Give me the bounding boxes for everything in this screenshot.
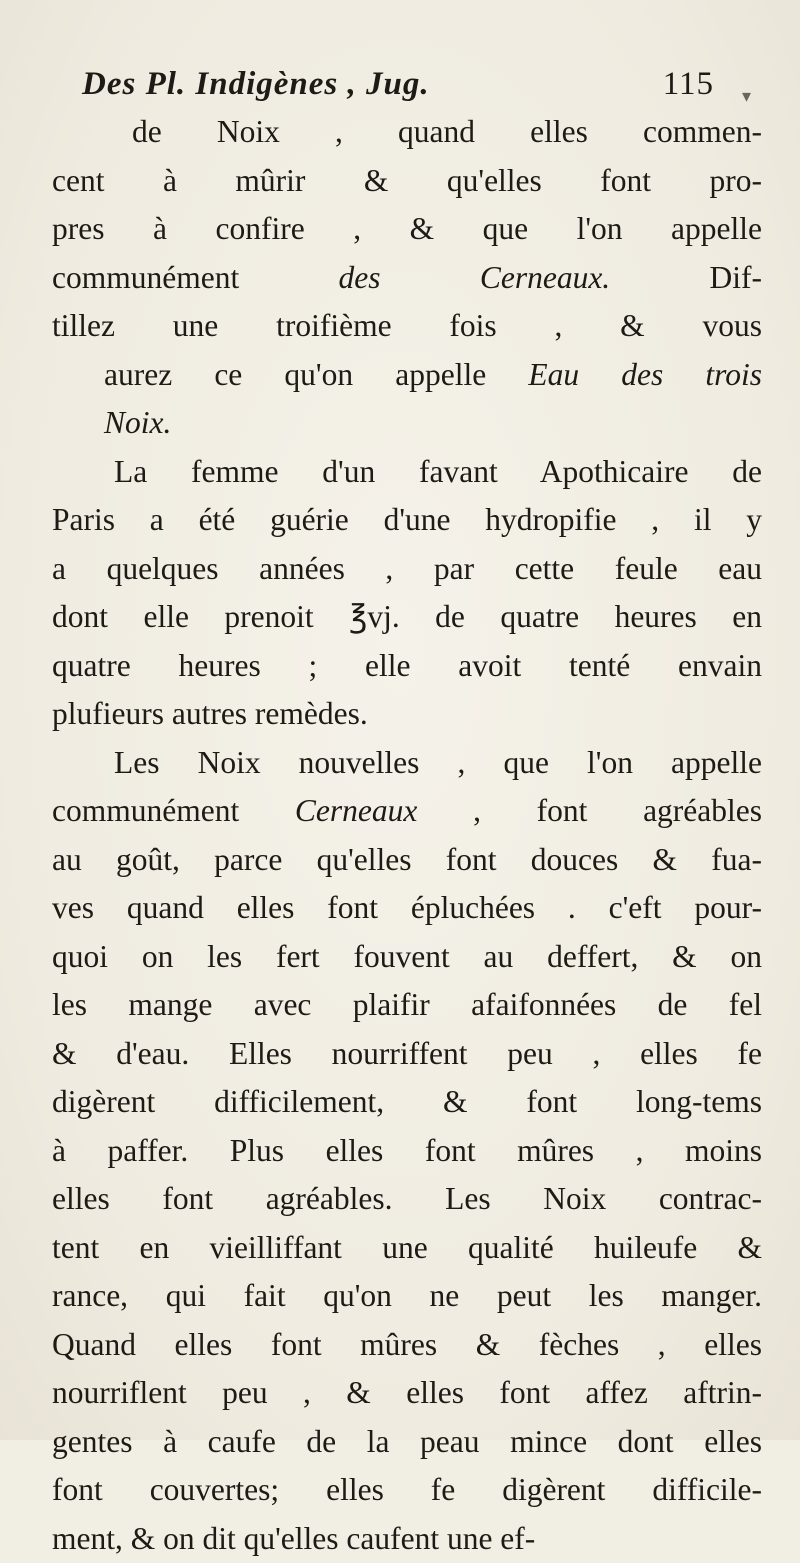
text-line <box>52 157 762 206</box>
text-line <box>52 254 762 303</box>
text-segment: La femme d'un favant Apothicaire de <box>114 454 762 489</box>
text-line <box>52 787 762 836</box>
text-line <box>52 933 762 982</box>
text-line <box>52 690 762 739</box>
text-segment: rance, qui fait qu'on ne peut les manger. <box>52 1278 762 1313</box>
text-line <box>52 1078 762 1127</box>
text-line <box>52 496 762 545</box>
text-line <box>52 1321 762 1370</box>
text-segment: ves quand elles font épluchées . c'eft pour- <box>52 890 762 925</box>
text-segment: tent en vieilliffant une qualité huileufe & <box>52 1230 762 1265</box>
text-line <box>52 1030 762 1079</box>
text-segment: quoi on les fert fouvent au deffert, & on <box>52 939 762 974</box>
text-line <box>52 108 762 157</box>
text-line <box>52 1466 762 1515</box>
text-segment: les mange avec plaifir afaifonnées de fel <box>52 987 762 1022</box>
text-line <box>52 1175 762 1224</box>
text-line <box>52 399 762 448</box>
text-line <box>52 302 762 351</box>
running-title: Des Pl. Indigènes , Jug. <box>82 66 430 102</box>
italic-text: des Cerneaux. <box>339 260 611 295</box>
text-line <box>52 1418 762 1467</box>
text-segment: gentes à caufe de la peau mince dont elles <box>52 1424 762 1459</box>
text-segment: communément <box>52 793 295 828</box>
text-line <box>52 593 762 642</box>
text-line <box>52 884 762 933</box>
running-header <box>82 66 722 110</box>
text-line <box>52 642 762 691</box>
text-segment: quatre heures ; elle avoit tenté envain <box>52 648 762 683</box>
text-line <box>52 1127 762 1176</box>
text-line <box>52 448 762 497</box>
text-segment: Paris a été guérie d'une hydropifie , il y <box>52 502 762 537</box>
text-segment: de Noix , quand elles commen- <box>132 114 762 149</box>
text-line <box>52 351 762 400</box>
text-segment: a quelques années , par cette feule eau <box>52 551 762 586</box>
text-segment: dont elle prenoit ℥vj. de quatre heures en <box>52 599 762 634</box>
text-segment: au goût, parce qu'elles font douces & fua- <box>52 842 762 877</box>
text-line <box>52 1224 762 1273</box>
text-segment: , font agréables <box>417 793 762 828</box>
italic-text: Eau des trois <box>528 357 762 392</box>
text-segment: elles font agréables. Les Noix contrac- <box>52 1181 762 1216</box>
text-segment: plufieurs autres remèdes. <box>52 696 368 731</box>
text-segment: Les Noix nouvelles , que l'on appelle <box>114 745 762 780</box>
text-line <box>52 1515 762 1563</box>
text-segment: pres à confire , & que l'on appelle <box>52 211 762 246</box>
text-line <box>52 545 762 594</box>
text-line <box>52 981 762 1030</box>
text-segment: tillez une troifième fois , & vous <box>52 308 762 343</box>
body-text <box>52 108 762 1563</box>
text-line <box>52 739 762 788</box>
ink-speck: ▾ <box>742 86 751 107</box>
text-line <box>52 205 762 254</box>
italic-text: Noix. <box>104 405 171 440</box>
text-segment: aurez ce qu'on appelle <box>104 357 528 392</box>
text-segment: à paffer. Plus elles font mûres , moins <box>52 1133 762 1168</box>
text-segment: Quand elles font mûres & fèches , elles <box>52 1327 762 1362</box>
text-line <box>52 1369 762 1418</box>
text-segment: & d'eau. Elles nourriffent peu , elles fe <box>52 1036 762 1071</box>
text-segment: digèrent difficilement, & font long-tems <box>52 1084 762 1119</box>
text-segment: Dif- <box>610 260 762 295</box>
page-number: 115 <box>663 66 714 103</box>
text-segment: communément <box>52 260 339 295</box>
text-line <box>52 836 762 885</box>
text-segment: ment, & on dit qu'elles caufent une ef- <box>52 1521 535 1556</box>
text-segment: cent à mûrir & qu'elles font pro- <box>52 163 762 198</box>
text-segment: font couvertes; elles fe digèrent difficile- <box>52 1472 762 1507</box>
text-line <box>52 1272 762 1321</box>
text-segment: nourriflent peu , & elles font affez aftrin- <box>52 1375 762 1410</box>
italic-text: Cerneaux <box>295 793 417 828</box>
